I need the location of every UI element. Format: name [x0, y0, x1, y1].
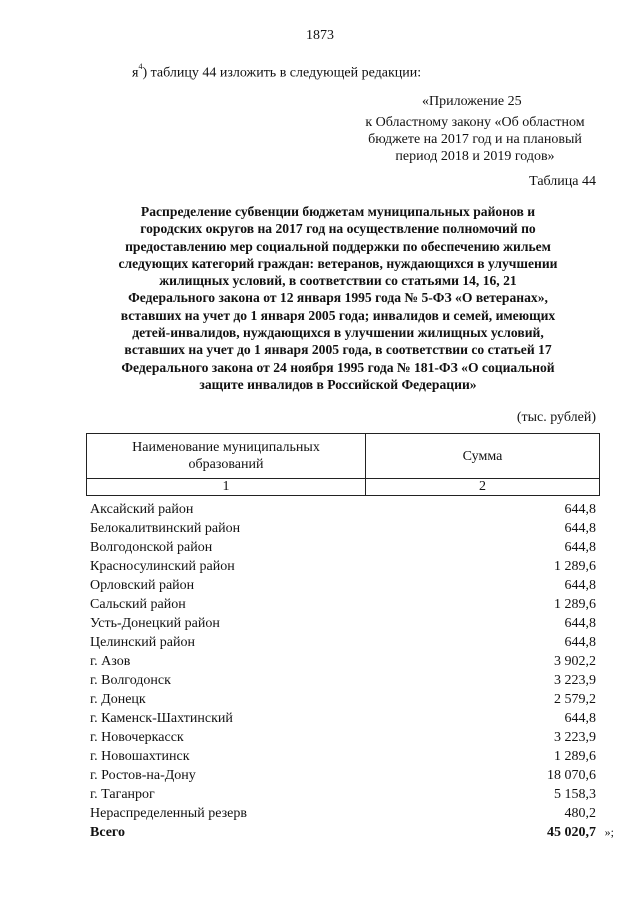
row-name: Аксайский район: [90, 502, 194, 517]
table-row: [90, 595, 596, 614]
appendix-title: «Приложение 25: [422, 94, 522, 109]
title-line: предоставлению мер социальной поддержки по обеспечению жильем: [125, 238, 551, 254]
intro-superscript: 4: [138, 62, 143, 71]
table-row: [90, 500, 596, 519]
table-row: [90, 747, 596, 766]
units-label: (тыс. рублей): [516, 410, 596, 425]
table-row: [90, 576, 596, 595]
row-value: 3 223,9: [554, 730, 596, 745]
row-value: 3 223,9: [554, 673, 596, 688]
title-line: вставших на учет до 1 января 2005 года; инвалидов и семей, имеющих: [120, 307, 556, 323]
total-row: [90, 823, 614, 842]
row-value: 644,8: [564, 502, 596, 517]
title-line: городских округов на 2017 год на осуществление полномочий по: [140, 221, 536, 237]
title-line: детей-инвалидов, нуждающихся в улучшении жилищных условий,: [132, 325, 544, 341]
table-row: [90, 538, 596, 557]
row-value: 644,8: [564, 616, 596, 631]
table-row: [90, 614, 596, 633]
intro-text: ) таблицу 44 изложить в следующей редакции:: [142, 65, 422, 81]
row-name: Орловский район: [90, 578, 195, 593]
row-value: 644,8: [564, 635, 596, 650]
row-value: 1 289,6: [554, 597, 596, 612]
table-row: [90, 766, 596, 785]
row-name: Волгодонской район: [90, 540, 213, 555]
row-name: Целинский район: [90, 635, 195, 650]
table-row: [90, 652, 596, 671]
column-number-1: 1: [87, 479, 366, 496]
table-row: [90, 519, 596, 538]
table-row: [90, 728, 596, 747]
title-line: жилищных условий, в соответствии со статьями 14, 16, 21: [159, 273, 517, 289]
row-value: 644,8: [564, 540, 596, 555]
row-name: г. Таганрог: [90, 787, 155, 802]
table-row: [90, 633, 596, 652]
document-title: [90, 203, 586, 393]
row-value: 2 579,2: [554, 692, 596, 707]
row-name: Сальский район: [90, 597, 186, 612]
row-value: 480,2: [564, 806, 596, 821]
column-header-name-line-1: Наименование муниципальных: [132, 440, 320, 455]
row-value: 1 289,6: [554, 749, 596, 764]
row-value: 644,8: [564, 578, 596, 593]
row-name: Нераспределенный резерв: [90, 806, 247, 821]
table-row: [90, 690, 596, 709]
title-line: следующих категорий граждан: ветеранов, нуждающихся в улучшении: [118, 255, 558, 271]
appendix-line-3: период 2018 и 2019 годов»: [395, 149, 555, 164]
table-row: [90, 557, 596, 576]
row-name: г. Новочеркасск: [90, 730, 184, 745]
column-number-2: 2: [366, 479, 600, 496]
row-name: г. Азов: [90, 654, 131, 669]
table-body: [90, 500, 614, 842]
row-name: Белокалитвинский район: [90, 521, 241, 536]
closing-quote: »;: [604, 825, 614, 839]
row-name: г. Каменск-Шахтинский: [90, 711, 233, 726]
title-line: Распределение субвенции бюджетам муниципальных районов и: [140, 204, 536, 219]
intro-line: [132, 64, 421, 82]
table-row: [90, 785, 596, 804]
table-header: [86, 433, 600, 496]
table-row: [90, 671, 596, 690]
title-line: Федерального закона от 12 января 1995 года № 5-ФЗ «О ветеранах»,: [128, 290, 548, 306]
table-row: [90, 804, 596, 823]
table-row: [90, 709, 596, 728]
row-name: г. Новошахтинск: [90, 749, 190, 764]
row-value: 1 289,6: [554, 559, 596, 574]
column-header-name-line-2: образований: [188, 457, 264, 472]
row-value: 644,8: [564, 521, 596, 536]
row-name: Красносулинский район: [90, 559, 235, 574]
total-label: Всего: [90, 825, 125, 840]
appendix-line-2: бюджете на 2017 год и на плановый: [368, 132, 582, 147]
title-line: защите инвалидов в Российской Федерации»: [199, 376, 477, 392]
row-name: г. Донецк: [90, 692, 146, 707]
appendix-line-1: к Областному закону «Об областном: [365, 115, 585, 130]
title-line: Федерального закона от 24 ноября 1995 года № 181-ФЗ «О социальной: [121, 359, 555, 375]
column-header-sum: Сумма: [366, 434, 600, 479]
total-value: 45 020,7: [547, 825, 596, 840]
row-name: г. Волгодонск: [90, 673, 171, 688]
row-value: 5 158,3: [554, 787, 596, 802]
title-line: вставших на учет до 1 января 2005 года, в соответствии со статьей 17: [124, 342, 552, 358]
row-name: Усть-Донецкий район: [90, 616, 220, 631]
column-header-name: [87, 434, 366, 479]
row-value: 644,8: [564, 711, 596, 726]
table-label: Таблица 44: [529, 174, 596, 189]
row-value: 3 902,2: [554, 654, 596, 669]
page-number: 1873: [306, 28, 334, 43]
row-value: 18 070,6: [547, 768, 596, 783]
row-name: г. Ростов-на-Дону: [90, 768, 196, 783]
intro-letter: я: [132, 65, 139, 81]
